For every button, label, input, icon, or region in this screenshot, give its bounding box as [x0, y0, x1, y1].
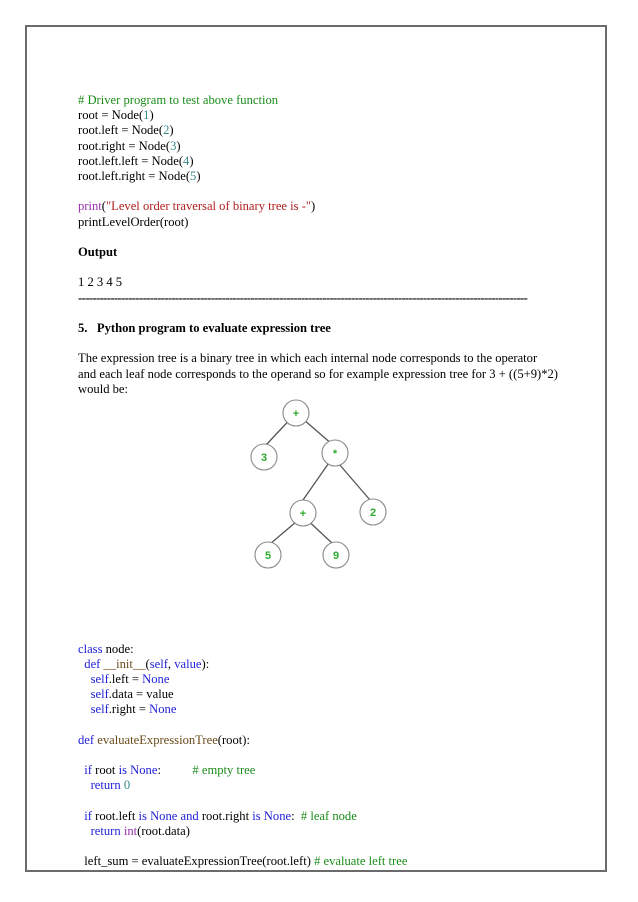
- code-keyword: def: [78, 732, 95, 747]
- code-line: [78, 657, 578, 672]
- code-text: ): [176, 138, 181, 153]
- tree-node-label: 2: [369, 507, 377, 519]
- code-line: [78, 93, 578, 108]
- code-line: [78, 809, 578, 824]
- code-text: (root.data): [137, 823, 190, 838]
- code-text: :: [291, 808, 301, 823]
- code-text: :: [157, 763, 193, 778]
- code-text: (: [101, 199, 106, 214]
- code-line: [78, 108, 578, 123]
- code-text: left_sum = evaluateExpressionTree(root.left): [84, 854, 315, 869]
- code-text: ): [169, 123, 174, 138]
- code-number: 3: [170, 138, 177, 153]
- code-number: 2: [163, 123, 170, 138]
- code-line: [78, 215, 578, 230]
- code-keyword: self: [90, 687, 109, 702]
- code-text: root = Node(: [78, 108, 144, 123]
- code-line: [78, 199, 578, 214]
- code-text: ): [189, 153, 194, 168]
- code-line: [78, 763, 578, 778]
- code-line: [78, 672, 578, 687]
- code-function: __init__: [103, 656, 146, 671]
- code-function: evaluateExpressionTree: [97, 732, 218, 747]
- code-keyword: return: [90, 778, 121, 793]
- output-value: 1 2 3 4 5: [78, 275, 123, 290]
- code-text: ,: [167, 656, 175, 671]
- code-text: root.left.left = Node(: [78, 153, 184, 168]
- code-keyword: None: [150, 808, 178, 823]
- code-text: .left =: [108, 672, 143, 686]
- code-text: ): [196, 169, 201, 184]
- code-text: ): [149, 108, 154, 123]
- code-comment: # evaluate left tree: [314, 854, 408, 869]
- section-paragraph: The expression tree is a binary tree in which each internal node corresponds to the operator and each leaf node corresponds to the operand so for example expression tree for 3 + ((5+9)*2) would be:: [78, 351, 558, 397]
- code-line: [78, 154, 578, 169]
- code-text: (: [145, 656, 150, 671]
- code-keyword: class: [78, 641, 103, 656]
- code-keyword: and: [180, 808, 199, 823]
- code-keyword: def: [84, 656, 101, 671]
- code-text: (root):: [217, 732, 250, 747]
- section-title: 5. Python program to evaluate expression tree: [78, 320, 331, 335]
- code-line: [78, 702, 578, 717]
- code-line: [78, 854, 578, 869]
- code-line: [78, 642, 578, 657]
- code-line: [78, 169, 578, 184]
- code-number: 1: [143, 108, 150, 123]
- code-text: .right =: [108, 702, 150, 717]
- expression-tree-diagram: [240, 396, 400, 576]
- divider: -----------------------------------------------------------------------------------------------------------------------------: [78, 290, 528, 305]
- code-number: 5: [190, 169, 197, 184]
- code-keyword: if: [84, 808, 92, 823]
- code-line: [78, 123, 578, 138]
- code-builtin: print: [78, 199, 102, 214]
- code-keyword: self: [90, 672, 109, 686]
- code-line: [78, 824, 578, 839]
- code-keyword: is: [138, 808, 147, 823]
- code-keyword: self: [149, 656, 168, 671]
- code-text: root.right = Node(: [78, 138, 171, 153]
- code-comment: # leaf node: [300, 808, 357, 823]
- code-keyword: None: [142, 672, 170, 686]
- code-line: [78, 778, 578, 793]
- code-text: ): [311, 199, 316, 214]
- code-keyword: None: [263, 808, 292, 823]
- code-text: printLevelOrder(root): [78, 214, 189, 229]
- tree-node-label: 9: [332, 550, 340, 562]
- code-text: root.right: [198, 808, 253, 823]
- tree-node-label: +: [292, 408, 300, 420]
- code-string: "Level order traversal of binary tree is -": [106, 199, 312, 214]
- tree-node-label: 3: [260, 452, 268, 464]
- code-line: [78, 687, 578, 702]
- code-keyword: self: [90, 702, 109, 717]
- code-keyword: is: [118, 763, 127, 778]
- code-number: 4: [183, 153, 190, 168]
- code-keyword: value: [174, 656, 202, 671]
- code-keyword: return: [90, 823, 121, 838]
- code-keyword: None: [149, 702, 177, 717]
- tree-node-label: *: [332, 448, 338, 460]
- code-text: root.left: [92, 808, 139, 823]
- code-line: [78, 733, 578, 748]
- code-text: .data = value: [108, 687, 174, 702]
- code-comment: # Driver program to test above function: [78, 93, 279, 107]
- code-keyword: None: [130, 763, 158, 778]
- code-text: root: [92, 763, 119, 778]
- tree-node-label: +: [299, 508, 307, 520]
- code-keyword: is: [252, 808, 261, 823]
- code-line: [78, 139, 578, 154]
- code-text: root.left = Node(: [78, 123, 164, 138]
- code-comment: # empty tree: [192, 763, 256, 778]
- code-number: 0: [123, 778, 131, 793]
- output-heading: Output: [78, 245, 118, 259]
- code-builtin: int: [123, 823, 138, 838]
- code-keyword: if: [84, 763, 92, 778]
- code-text: root.left.right = Node(: [78, 169, 191, 184]
- code-text: ):: [201, 656, 210, 671]
- code-text: node:: [102, 641, 134, 656]
- tree-node-label: 5: [264, 550, 272, 562]
